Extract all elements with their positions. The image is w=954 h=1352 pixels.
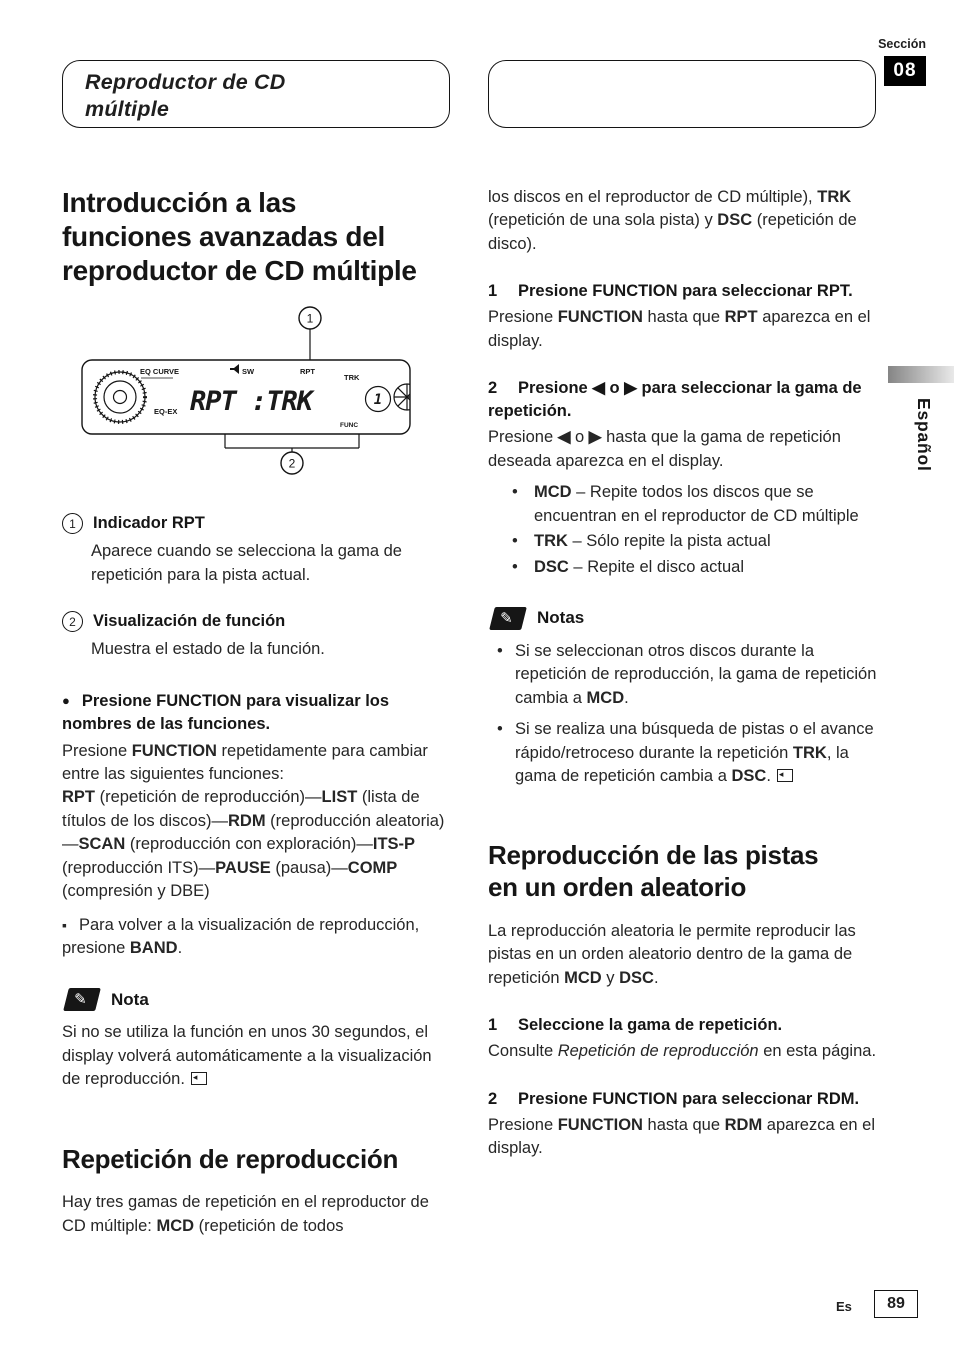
round-bullet-icon: • xyxy=(512,532,518,551)
step-body: Presione ◀ o ▶ hasta que la gama de repetición deseada aparezca en el display. xyxy=(488,428,841,470)
step-heading xyxy=(488,1014,880,1037)
repeat-range-list xyxy=(488,481,880,579)
step-2-select-rdm xyxy=(488,1088,880,1161)
callout-1 xyxy=(299,307,321,360)
chapter-box-empty xyxy=(488,60,876,128)
round-bullet-icon: • xyxy=(497,720,503,739)
list-item-text: MCD – Repite todos los discos que se encuentran en el reproductor de CD múltiple xyxy=(534,483,859,525)
eq-ex-label: EQ-EX xyxy=(154,407,178,417)
return-icon xyxy=(777,769,793,782)
chapter-title-box xyxy=(62,60,450,128)
legend-item-rpt-indicator xyxy=(62,513,454,587)
step-number: 2 xyxy=(488,379,498,398)
step-number: 1 xyxy=(488,282,498,301)
cd-player-display-figure xyxy=(62,300,454,495)
section-heading-repeat-play: Repetición de reproducción xyxy=(62,1143,399,1174)
callout-2-number: 2 xyxy=(288,456,296,471)
nota-item-text: Si se realiza una búsqueda de pistas o el avance rápido/retroceso durante la repetición TRK, la gama de repetición cambia a DSC.◂ xyxy=(515,720,874,785)
rpt-indicator-label: RPT xyxy=(300,367,315,377)
section-heading-random-play: Reproducción de las pistas en un orden aleatorio xyxy=(488,840,819,903)
device-illustration xyxy=(62,300,430,490)
right-column xyxy=(488,186,880,1161)
function-instruction-block xyxy=(62,690,454,904)
left-column xyxy=(62,186,454,1238)
legend-body: Aparece cuando se selecciona la gama de repetición para la pista actual. xyxy=(91,542,402,584)
language-tab-espanol: Español xyxy=(914,398,934,472)
legend-head xyxy=(62,611,454,632)
legend-item-function-display xyxy=(62,611,454,661)
step-title: Presione ◀ o ▶ para seleccionar la gama de repetición. xyxy=(488,379,862,421)
list-item-dsc xyxy=(488,556,880,579)
list-item-text: TRK – Sólo repite la pista actual xyxy=(534,532,771,551)
band-return-note-text: Para volver a la visualización de reproducción, presione BAND. xyxy=(62,915,420,957)
callout-1-number: 1 xyxy=(306,311,314,326)
step-number: 2 xyxy=(488,1089,498,1108)
notas-label: Notas xyxy=(537,608,585,628)
disc-number-indicator xyxy=(366,387,391,412)
nota-head xyxy=(62,988,454,1011)
step-1-select-rpt xyxy=(488,280,880,353)
page-number-box: 89 xyxy=(874,1290,918,1318)
step-title: Presione FUNCTION para seleccionar RPT. xyxy=(518,282,853,301)
rotary-knob-right xyxy=(394,384,420,410)
return-icon xyxy=(191,1072,207,1085)
repeat-play-paragraph-continued: los discos en el reproductor de CD múltiple), TRK (repetición de una sola pista) y DSC (repetición de disco). xyxy=(488,188,857,253)
step-body: Consulte Repetición de reproducción en esta página. xyxy=(488,1042,877,1061)
note-pencil-icon xyxy=(489,607,527,630)
step-title: Seleccione la gama de repetición. xyxy=(518,1016,783,1035)
notas-block xyxy=(488,607,880,789)
function-instruction-heading xyxy=(62,690,454,737)
legend-body: Muestra el estado de la función. xyxy=(91,640,325,659)
function-display-text: RPT :TRK xyxy=(190,386,313,418)
legend-title: Visualización de función xyxy=(93,612,286,631)
nota-label: Nota xyxy=(111,989,149,1009)
circled-number-2: 2 xyxy=(62,611,83,632)
page-title: Introducción a las funciones avanzadas del reproductor de CD múltiple xyxy=(62,187,417,287)
step-number: 1 xyxy=(488,1016,498,1035)
notas-head xyxy=(488,607,880,630)
chapter-title-line2: múltiple xyxy=(85,96,170,121)
step-1-select-repeat-range xyxy=(488,1014,880,1064)
step-heading xyxy=(488,377,880,423)
nota-item-text: Si se seleccionan otros discos durante la repetición de reproducción, la gama de repetición cambia a MCD. xyxy=(515,641,877,707)
subwoofer-icon xyxy=(230,364,239,374)
rotary-knob-left xyxy=(95,372,145,422)
chapter-title-line1: Reproductor de CD xyxy=(85,70,286,94)
faceplate xyxy=(82,360,420,434)
svg-text:1: 1 xyxy=(373,392,383,409)
step-2-select-range xyxy=(488,377,880,473)
callout-2 xyxy=(225,434,359,474)
function-instruction-title: Presione FUNCTION para visualizar los nombres de las funciones. xyxy=(62,691,390,734)
section-number-badge: 08 xyxy=(884,56,926,86)
nota-item xyxy=(488,640,880,710)
func-label: FUNC xyxy=(340,422,359,430)
legend-title: Indicador RPT xyxy=(93,514,205,533)
step-heading xyxy=(488,280,880,303)
nota-block xyxy=(62,988,454,1091)
round-bullet-icon: • xyxy=(497,641,503,660)
language-tab-gradient xyxy=(888,366,954,383)
dot-bullet-icon: ● xyxy=(62,692,70,708)
repeat-play-paragraph: Hay tres gamas de repetición en el reproductor de CD múltiple: MCD (repetición de todos xyxy=(62,1193,429,1235)
list-item-text: DSC – Repite el disco actual xyxy=(534,557,745,576)
band-return-note xyxy=(62,914,454,961)
sw-label: SW xyxy=(242,367,255,377)
step-title: Presione FUNCTION para seleccionar RDM. xyxy=(518,1089,860,1108)
square-bullet-icon: ▪ xyxy=(62,916,67,933)
footer-language-code: Es xyxy=(836,1299,852,1314)
step-body: Presione FUNCTION hasta que RPT aparezca en el display. xyxy=(488,308,871,350)
step-heading xyxy=(488,1088,880,1111)
random-play-paragraph: La reproducción aleatoria le permite reproducir las pistas en un orden aleatorio dentro de la gama de repetición MCD y DSC. xyxy=(488,921,856,987)
round-bullet-icon: • xyxy=(512,557,518,576)
round-bullet-icon: • xyxy=(512,483,518,502)
list-item-mcd xyxy=(488,481,880,528)
step-body: Presione FUNCTION hasta que RDM aparezca en el display. xyxy=(488,1115,876,1158)
section-label: Sección xyxy=(878,37,926,51)
note-pencil-icon xyxy=(63,988,101,1011)
eq-curve-label: EQ CURVE xyxy=(140,367,180,377)
legend-head xyxy=(62,513,454,534)
circled-number-1: 1 xyxy=(62,513,83,534)
nota-body: Si no se utiliza la función en unos 30 segundos, el display volverá automáticamente a la visualización de reproducción.◂ xyxy=(62,1021,454,1091)
nota-item xyxy=(488,718,880,788)
list-item-trk xyxy=(488,530,880,553)
function-instruction-body: Presione FUNCTION repetidamente para cambiar entre las siguientes funciones: RPT (repetición de reproducción)—LIST (lista de títulos de los discos)—RDM (reproducción aleatoria)—SCAN (reproducción con exploración)—ITS-P (reproducción ITS)—PAUSE (pausa)—COMP (compresión y DBE) xyxy=(62,741,445,901)
trk-indicator-label: TRK xyxy=(344,373,360,383)
